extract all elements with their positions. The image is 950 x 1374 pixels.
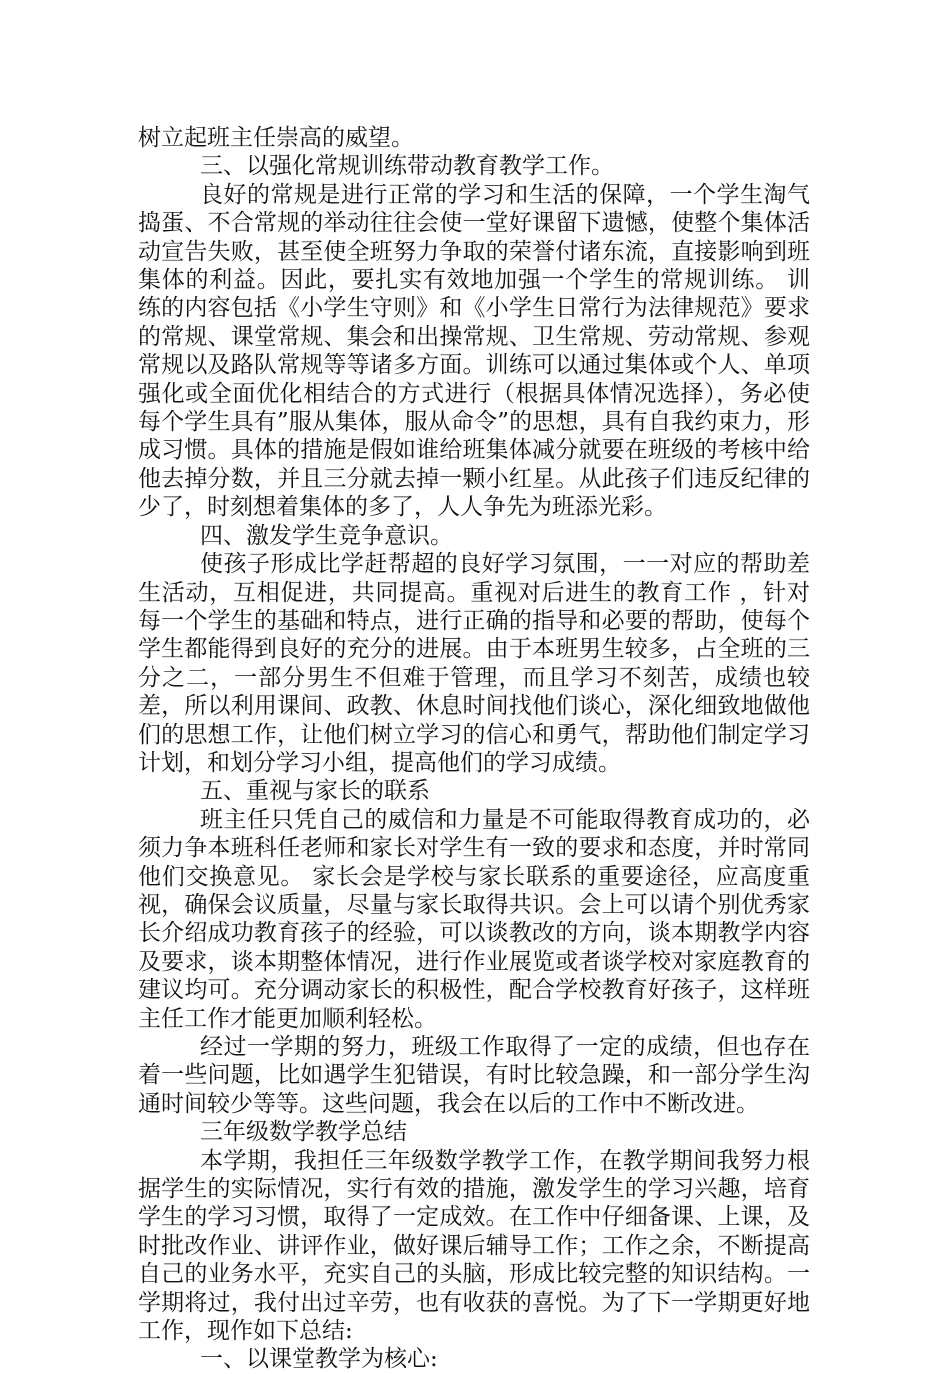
paragraph-parents: 班主任只凭自己的威信和力量是不可能取得教育成功的，必须力争本班科任老师和家长对学生有一致的要求和态度，并时常同他们交换意见。 家长会是学校与家长联系的重要途径，应高度重视，确保会议质量，尽量与家长取得共识。会上可以请个别优秀家长介绍成功教育孩子的经验，可以谈教改的方向，谈本期教学内容及要求，谈本期整体情况，进行作业展览或者谈学校对家庭教育的建议均可。充分调动家长的积极性，配合学校教育好孩子，这样班主任工作才能更加顺利轻松。 (138, 806, 810, 1032)
paragraph-competition: 使孩子形成比学赶帮超的良好学习氛围，一一对应的帮助差生活动，互相促进，共同提高。重视对后进生的教育工作 ，针对每一个学生的基础和特点，进行正确的指导和必要的帮助，使每个学生都能得到良好的充分的进展。由于本班男生较多，占全班的三分之二，一部分男生不但难于管理，而且学习不刻苦，成绩也较差，所以利用课间、政教、休息时间找他们谈心，深化细致地做他们的思想工作，让他们树立学习的信心和勇气，帮助他们制定学习计划，和划分学习小组，提高他们的学习成绩。 (138, 551, 810, 776)
section-heading-3: 三、以强化常规训练带动教育教学工作。 (200, 153, 614, 180)
document-title-math-summary: 三年级数学教学总结 (200, 1119, 407, 1146)
section-heading-4: 四、激发学生竞争意识。 (200, 522, 453, 549)
section-heading-1: 一、以课堂教学为核心: (200, 1346, 438, 1373)
document-body (138, 124, 810, 1374)
paragraph-math-intro: 本学期，我担任三年级数学教学工作，在教学期间我努力根据学生的实际情况，实行有效的措施，激发学生的学习兴趣，培育学生的学习习惯，取得了一定成效。在工作中仔细备课、上课，及时批改作业、讲评作业，做好课后辅导工作；工作之余，不断提高自己的业务水平，充实自己的头脑，形成比较完整的知识结构。一学期将过，我付出过辛劳，也有收获的喜悦。为了下一学期更好地工作，现作如下总结: (138, 1147, 810, 1345)
paragraph-conclusion: 经过一学期的努力，班级工作取得了一定的成绩，但也存在着一些问题，比如遇学生犯错误，有时比较急躁，和一部分学生沟通时间较少等等。这些问题，我会在以后的工作中不断改进。 (138, 1034, 810, 1117)
paragraph-continuation: 树立起班主任崇高的威望。 (138, 125, 414, 151)
section-heading-5: 五、重视与家长的联系 (200, 778, 430, 805)
paragraph-routine-training: 良好的常规是进行正常的学习和生活的保障，一个学生淘气捣蛋、不合常规的举动往往会使一堂好课留下遗憾，使整个集体活动宣告失败，甚至使全班努力争取的荣誉付诸东流，直接影响到班集体的利益。因此，要扎实有效地加强一个学生的常规训练。 训练的内容包括《小学生守则》和《小学生日常行为法律规范》要求的常规、课堂常规、集会和出操常规、卫生常规、劳动常规、参观常规以及路队常规等等诸多方面。训练可以通过集体或个人、单项强化或全面优化相结合的方式进行（根据具体情况选择），务必使每个学生具有”服从集体，服从命令”的思想，具有自我约束力，形成习惯。具体的措施是假如谁给班集体减分就要在班级的考核中给他去掉分数，并且三分就去掉一颗小红星。从此孩子们违反纪律的少了，时刻想着集体的多了，人人争先为班添光彩。 (138, 181, 810, 521)
